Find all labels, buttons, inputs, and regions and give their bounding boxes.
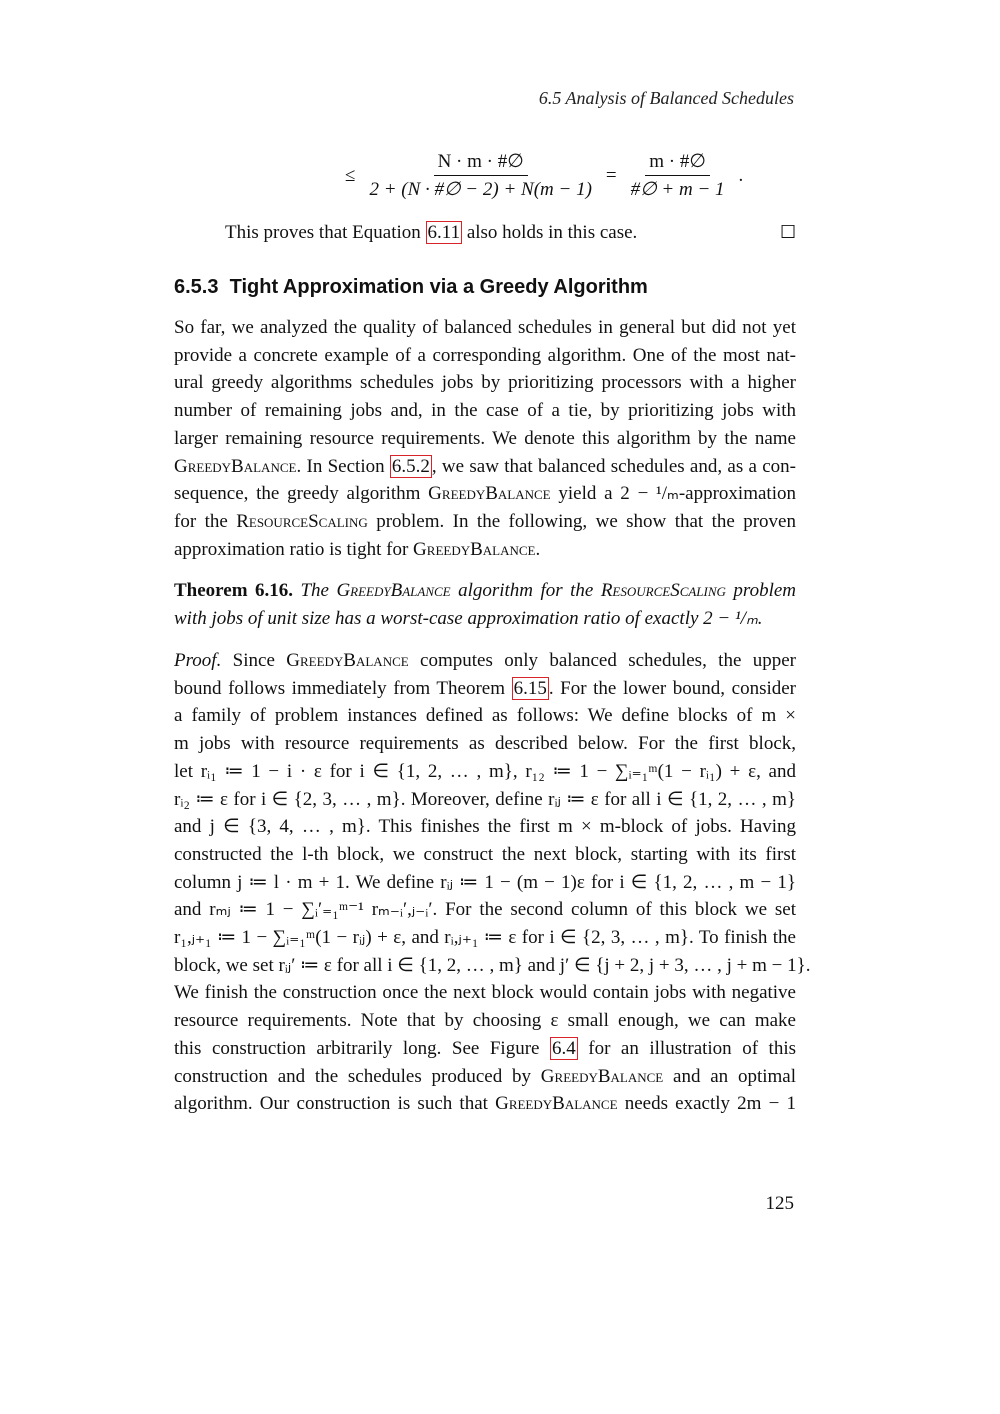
text-span: . In Section [296,455,390,477]
text-line [174,1035,796,1063]
problem-name: ResourceScaling [600,580,726,601]
text-line: We finish the construction once the next block would contain jobs with negative [174,982,796,1004]
problem-name: ResourceScaling [236,510,368,532]
algorithm-name: GreedyBalance [428,483,551,505]
text-span: bound follows immediately from Theorem [174,677,512,699]
equation-period: . [738,164,744,186]
text-span: , we saw that balanced schedules and, as a con- [431,455,796,477]
text-line: ural greedy algorithms schedules jobs by prioritizing processors with a higher [174,372,796,394]
text-span: problem [725,580,797,601]
text-line: larger remaining resource requirements. We denote this algorithm by the name [174,427,796,449]
theorem-label: Theorem 6.16. [174,580,293,601]
rhs-numerator: m · #∅ [645,150,710,176]
lhs-numerator: N · m · #∅ [434,150,528,176]
text-span: . For the lower bound, consider [548,677,796,699]
algorithm-name: GreedyBalance [413,538,536,560]
text-span: for an illustration of this [577,1037,796,1059]
algorithm-name: GreedyBalance [540,1065,664,1087]
equals-sign: = [605,164,617,186]
text-span: . [535,538,541,560]
text-line: m jobs with resource requirements as described below. For the first block, [174,733,796,755]
text-line: r₁,ⱼ₊₁ ≔ 1 − ∑ᵢ₌₁ᵐ(1 − rᵢⱼ) + ε, and rᵢ,ⱼ₊₁ ≔ ε for i ∈ {2, 3, … , m}. To finish the [174,927,796,949]
text-span: construction and the schedules produced by [174,1065,541,1087]
algorithm-name: GreedyBalance [286,650,409,671]
paragraph-intro [174,314,796,563]
text-line: constructed the l-th block, we construct the next block, starting with its first [174,843,796,865]
qed-icon: ☐ [780,222,797,243]
text-line: provide a concrete example of a corresponding algorithm. One of the most nat- [174,344,796,366]
text-line [174,675,796,703]
text-span: problem. In the following, we show that the proven [367,510,796,532]
algorithm-name: GreedyBalance [174,455,297,477]
text-line: a family of problem instances defined as follows: We define blocks of m × [174,705,796,727]
text-span: for the [174,510,237,532]
conclusion-text: This proves that Equation [225,222,426,243]
proof-block [174,647,811,1118]
algorithm-name: GreedyBalance [336,580,451,601]
text-line [174,480,796,508]
text-line [174,453,796,481]
text-line [174,1090,796,1118]
text-line: let rᵢ₁ ≔ 1 − i · ε for i ∈ {1, 2, … , m}, r₁₂ ≔ 1 − ∑ᵢ₌₁ᵐ(1 − rᵢ₁) + ε, and [174,760,796,782]
text-span: and an optimal [663,1065,796,1087]
text-line: and j ∈ {3, 4, … , m}. This finishes the first m × m-block of jobs. Having [174,816,796,838]
text-line: number of remaining jobs and, in the case of a tie, by prioritizing jobs with [174,400,796,422]
text-line [174,647,796,675]
text-span: yield a 2 − ¹/ₘ-approximation [550,483,796,505]
text-span: this construction arbitrarily long. See Figure [174,1037,550,1059]
rhs-fraction [627,150,729,201]
running-head: 6.5 Analysis of Balanced Schedules [538,88,794,108]
text-line: and rₘⱼ ≔ 1 − ∑ᵢ′₌₁ᵐ⁻¹ rₘ₋ᵢ′,ⱼ₋ᵢ′. For the second column of this block we set [174,899,796,921]
text-line [174,508,796,536]
text-line [174,1063,796,1091]
equation-ref-link[interactable]: 6.11 [427,222,461,243]
text-line: column j ≔ l · m + 1. We define rᵢⱼ ≔ 1 − (m − 1)ε for i ∈ {1, 2, … , m − 1} [174,871,796,893]
section-title: Tight Approximation via a Greedy Algorithm [229,276,648,298]
text-span: needs exactly 2m − 1 [617,1093,796,1115]
section-ref-link[interactable]: 6.5.2 [391,455,430,477]
conclusion-text-end: also holds in this case. [462,222,638,243]
text-line: with jobs of unit size has a worst-case approximation ratio of exactly 2 − ¹/ₘ. [174,607,763,629]
lhs-denominator: 2 + (N · #∅ − 2) + N(m − 1) [369,179,592,200]
display-equation [345,150,743,201]
text-line: block, we set rᵢⱼ′ ≔ ε for all i ∈ {1, 2, … , m} and j′ ∈ {j + 2, j + 3, … , j + m − 1}. [174,954,811,976]
section-heading [174,276,648,299]
text-span: The [293,580,337,601]
lhs-fraction [365,150,595,201]
text-span: computes only balanced schedules, the upper [408,650,796,671]
text-line [174,536,796,564]
algorithm-name: GreedyBalance [495,1093,618,1115]
proof-conclusion [225,222,637,244]
figure-ref-link[interactable]: 6.4 [551,1037,576,1059]
text-span: algorithm. Our construction is such that [174,1093,496,1115]
page-number: 125 [765,1193,794,1214]
text-span: approximation ratio is tight for [174,538,414,560]
section-number: 6.5.3 [174,276,219,298]
proof-label: Proof. [174,650,222,671]
text-span: algorithm for the [450,580,601,601]
leq-sign: ≤ [345,164,356,186]
text-line [174,577,796,605]
text-line: So far, we analyzed the quality of balanced schedules in general but did not yet [174,317,796,338]
text-line: resource requirements. Note that by choosing ε small enough, we can make [174,1010,796,1032]
theorem-block [174,577,796,632]
text-span: Since [221,650,287,671]
theorem-ref-link[interactable]: 6.15 [513,677,547,699]
rhs-denominator: #∅ + m − 1 [630,179,725,200]
text-span: sequence, the greedy algorithm [174,483,429,505]
text-line: rᵢ₂ ≔ ε for i ∈ {2, 3, … , m}. Moreover, define rᵢⱼ ≔ ε for all i ∈ {1, 2, … , m} [174,788,796,810]
